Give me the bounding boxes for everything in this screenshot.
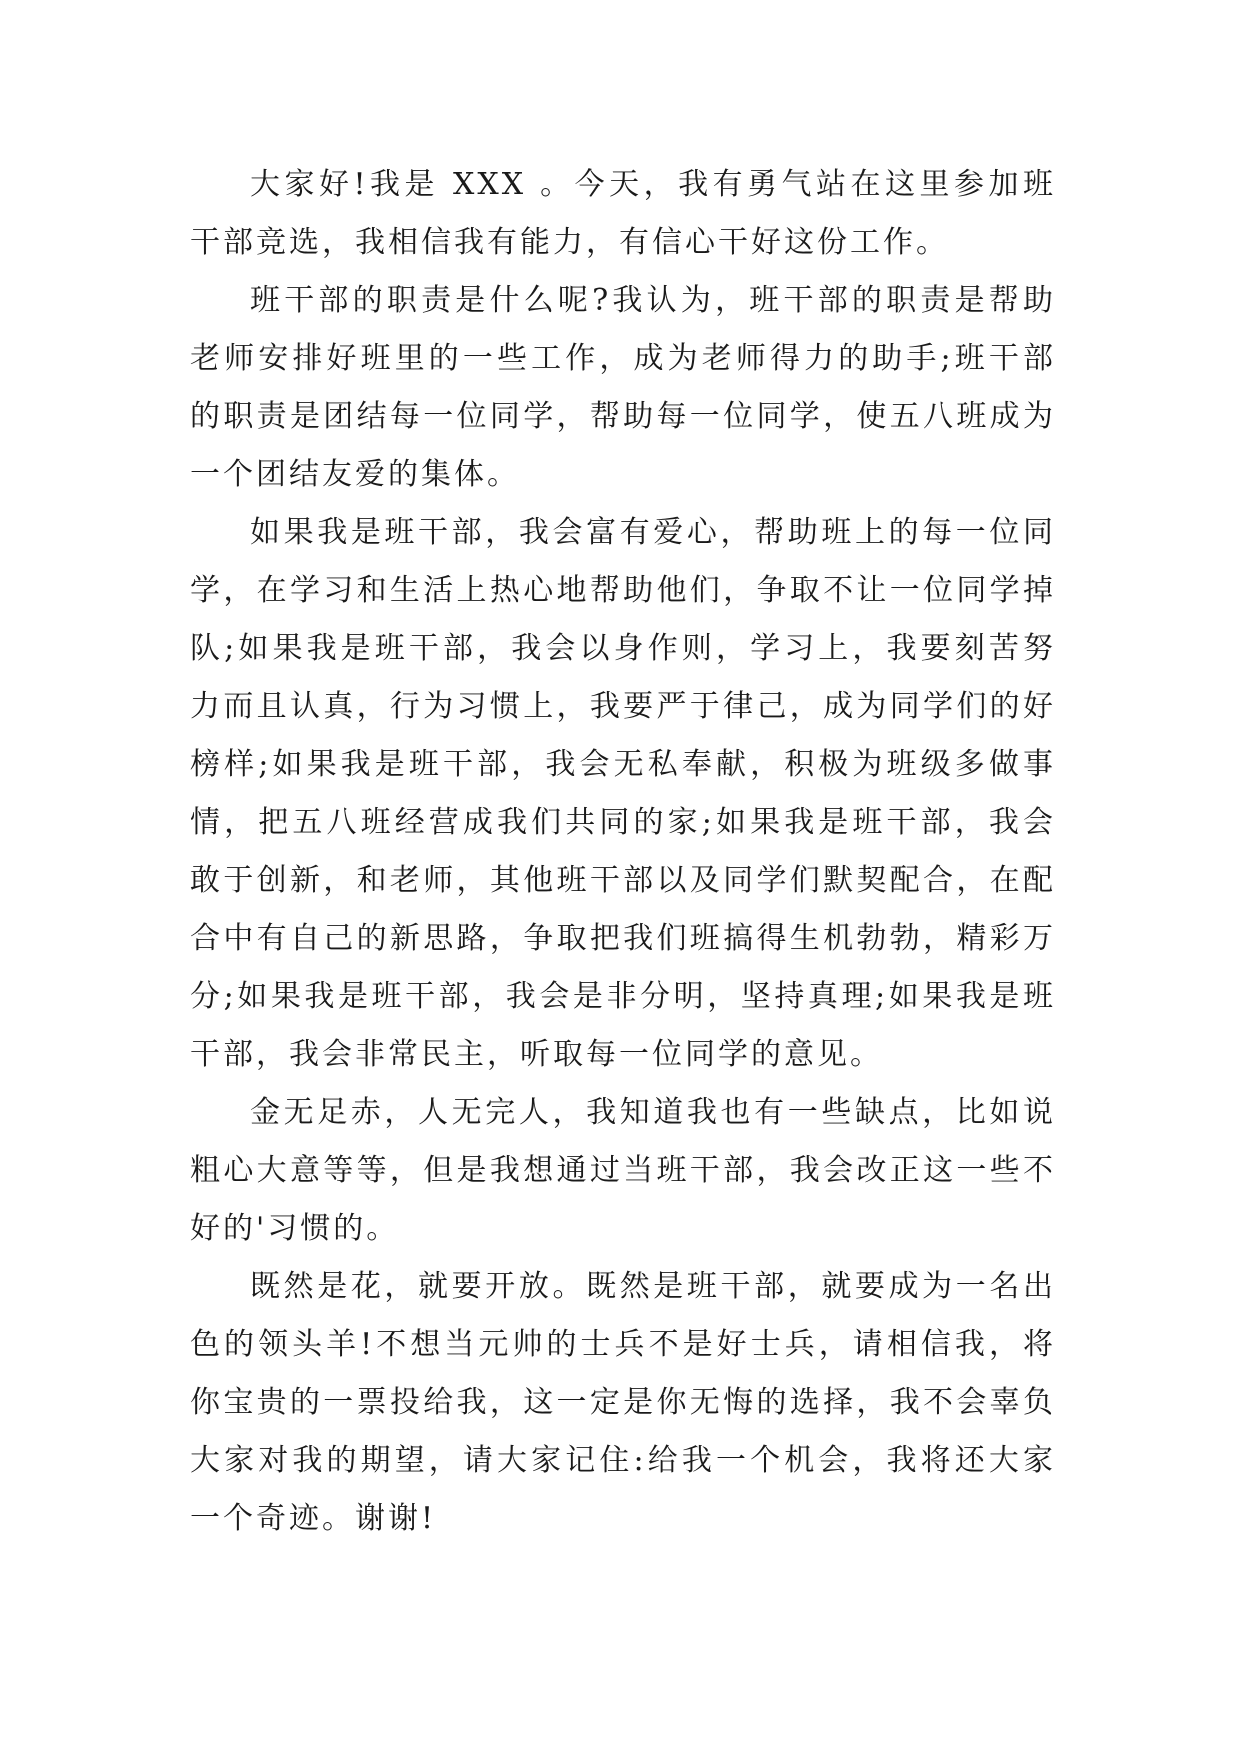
document-body [190, 156, 1056, 1548]
paragraph-closing: 既然是花，就要开放。既然是班干部，就要成为一名出色的领头羊!不想当元帅的士兵不是好士兵，请相信我，将你宝贵的一票投给我，这一定是你无悔的选择，我不会辜负大家对我的期望，请大家记住:给我一个机会，我将还大家一个奇迹。谢谢! [190, 1269, 1056, 1536]
paragraph-duties: 班干部的职责是什么呢?我认为，班干部的职责是帮助老师安排好班里的一些工作，成为老师得力的助手;班干部的职责是团结每一位同学，帮助每一位同学，使五八班成为一个团结友爱的集体。 [190, 283, 1056, 492]
paragraph-plans: 如果我是班干部，我会富有爱心，帮助班上的每一位同学，在学习和生活上热心地帮助他们，争取不让一位同学掉队;如果我是班干部，我会以身作则，学习上，我要刻苦努力而且认真，行为习惯上，我要严于律己，成为同学们的好榜样;如果我是班干部，我会无私奉献，积极为班级多做事情，把五八班经营成我们共同的家;如果我是班干部，我会敢于创新，和老师，其他班干部以及同学们默契配合，在配合中有自己的新思路，争取把我们班搞得生机勃勃，精彩万分;如果我是班干部，我会是非分明，坚持真理;如果我是班干部，我会非常民主，听取每一位同学的意见。 [190, 515, 1056, 1072]
paragraph-greeting: 大家好!我是 XXX 。今天，我有勇气站在这里参加班干部竞选，我相信我有能力，有信心干好这份工作。 [190, 167, 1056, 260]
paragraph-shortcomings: 金无足赤，人无完人，我知道我也有一些缺点，比如说粗心大意等等，但是我想通过当班干部，我会改正这一些不好的'习惯的。 [190, 1095, 1056, 1246]
